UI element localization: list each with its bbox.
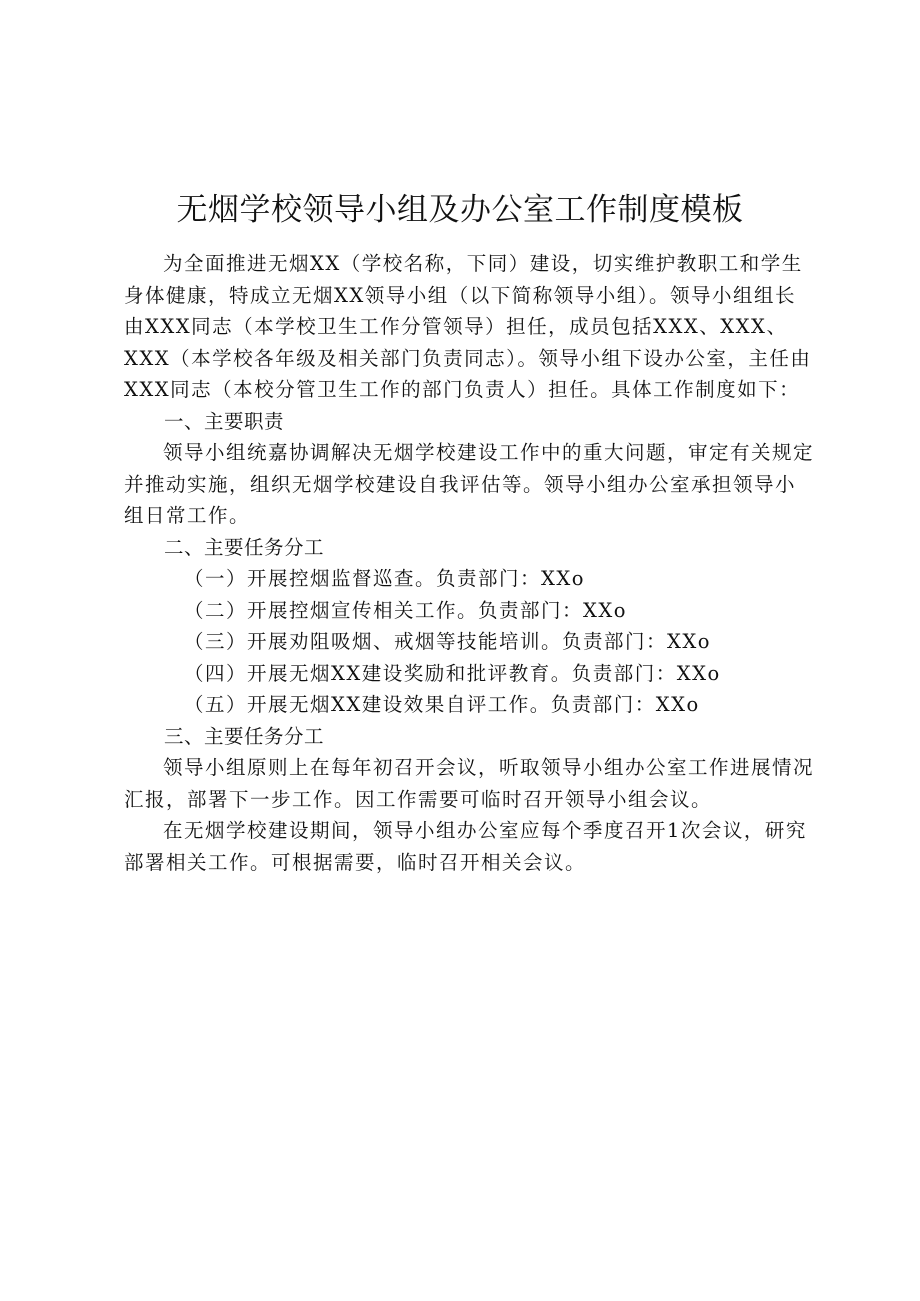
section-heading-duties: 一、主要职责 (164, 409, 285, 433)
task-item: （二）开展控烟宣传相关工作。负责部门：XXo (184, 598, 628, 622)
task-item: （三）开展劝阻吸烟、戒烟等技能培训。负责部门：XXo (184, 630, 712, 653)
document-title: 无烟学校领导小组及办公室工作制度模板 (176, 192, 744, 228)
meetings-paragraph: 领导小组原则上在每年初召开会议，听取领导小组办公室工作进展情况汇报，部署下一步工作。因工作需要可临时召开领导小组会议。 (124, 756, 815, 811)
task-item: （一）开展控烟监督巡查。负责部门：XXo (184, 567, 586, 590)
meetings-paragraph: 在无烟学校建设期间，领导小组办公室应每个季度召开1次会议，研究部署相关工作。可根据需要，临时召开相关会议。 (124, 819, 807, 874)
task-item: （四）开展无烟XX建设奖励和批评教育。负责部门：XXo (184, 661, 721, 685)
duties-paragraph: 领导小组统嘉协调解决无烟学校建设工作中的重大问题，审定有关规定并推动实施，组织无烟学校建设自我评估等。领导小组办公室承担领导小组日常工作。 (124, 441, 815, 527)
task-item: （五）开展无烟XX建设效果自评工作。负责部门：XXo (184, 693, 700, 716)
intro-paragraph: 为全面推进无烟XX（学校名称，下同）建设，切实维护教职工和学生身体健康，特成立无烟XX领导小组（以下简称领导小组）。领导小组组长由XXX同志（本学校卫生工作分管领导）担任，成员包括XXX、XXX、XXX（本学校各年级及相关部门负责同志）。领导小组下设办公室，主任由XXX同志（本校分管卫生工作的部门负责人）担任。具体工作制度如下： (124, 252, 812, 401)
section-heading-tasks: 二、主要任务分工 (164, 535, 325, 559)
document-body (124, 248, 814, 878)
section-heading-meetings: 三、主要任务分工 (164, 724, 325, 748)
